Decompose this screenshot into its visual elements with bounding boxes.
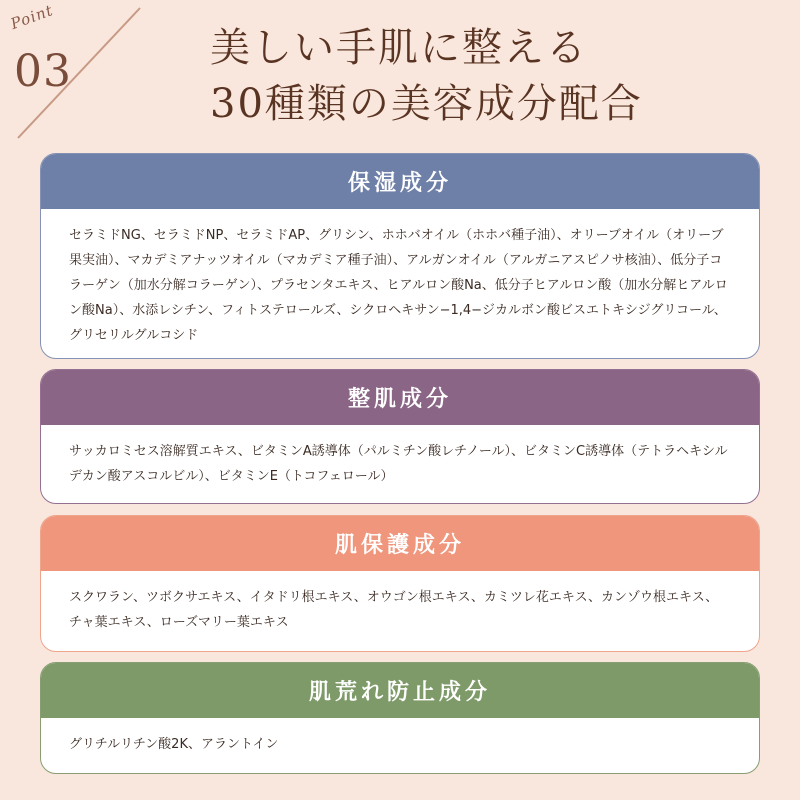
section-title-skin-protection: 肌保護成分 bbox=[41, 516, 759, 571]
section-body-skin-protection: スクワラン、ツボクサエキス、イタドリ根エキス、オウゴン根エキス、カミツレ花エキス、カンゾウ根エキス、チャ葉エキス、ローズマリー葉エキス bbox=[69, 590, 719, 630]
section-title-moisture: 保湿成分 bbox=[41, 154, 759, 209]
section-body-moisture: セラミドNG、セラミドNP、セラミドAP、グリシン、ホホバオイル（ホホバ種子油）、オリーブオイル（オリーブ果実油）、マカデミアナッツオイル（マカデミア種子油）、アルガンオイル（アルガニアスピノサ核油）、低分子コラーゲン（加水分解コラーゲン）、プラセンタエキス、ヒアルロン酸Na、低分子ヒアルロン酸（加水分解ヒアルロン酸Na）、水添レシチン、フィトステロールズ、シクロヘキサン−1,4−ジカルボン酸ビスエトキシジグリコール、グリセリルグルコシド bbox=[69, 228, 728, 343]
section-body-anti-roughness: グリチルリチン酸2K、アラントイン bbox=[69, 737, 279, 752]
section-title-anti-roughness: 肌荒れ防止成分 bbox=[41, 663, 759, 718]
section-skin-protection bbox=[40, 515, 760, 652]
headline-line-2: 30種類の美容成分配合 bbox=[210, 81, 643, 127]
point-label: Point bbox=[8, 1, 56, 33]
point-badge bbox=[0, 0, 160, 150]
headline bbox=[210, 20, 770, 132]
section-anti-roughness bbox=[40, 662, 760, 774]
point-number: 03 bbox=[14, 46, 72, 97]
section-body-skin-conditioning: サッカロミセス溶解質エキス、ビタミンA誘導体（パルミチン酸レチノール）、ビタミンC誘導体（テトラヘキシルデカン酸アスコルビル）、ビタミンE（トコフェロール） bbox=[69, 444, 728, 484]
section-skin-conditioning bbox=[40, 369, 760, 504]
section-title-skin-conditioning: 整肌成分 bbox=[41, 370, 759, 425]
headline-line-1: 美しい手肌に整える bbox=[210, 25, 588, 71]
section-moisture bbox=[40, 153, 760, 359]
